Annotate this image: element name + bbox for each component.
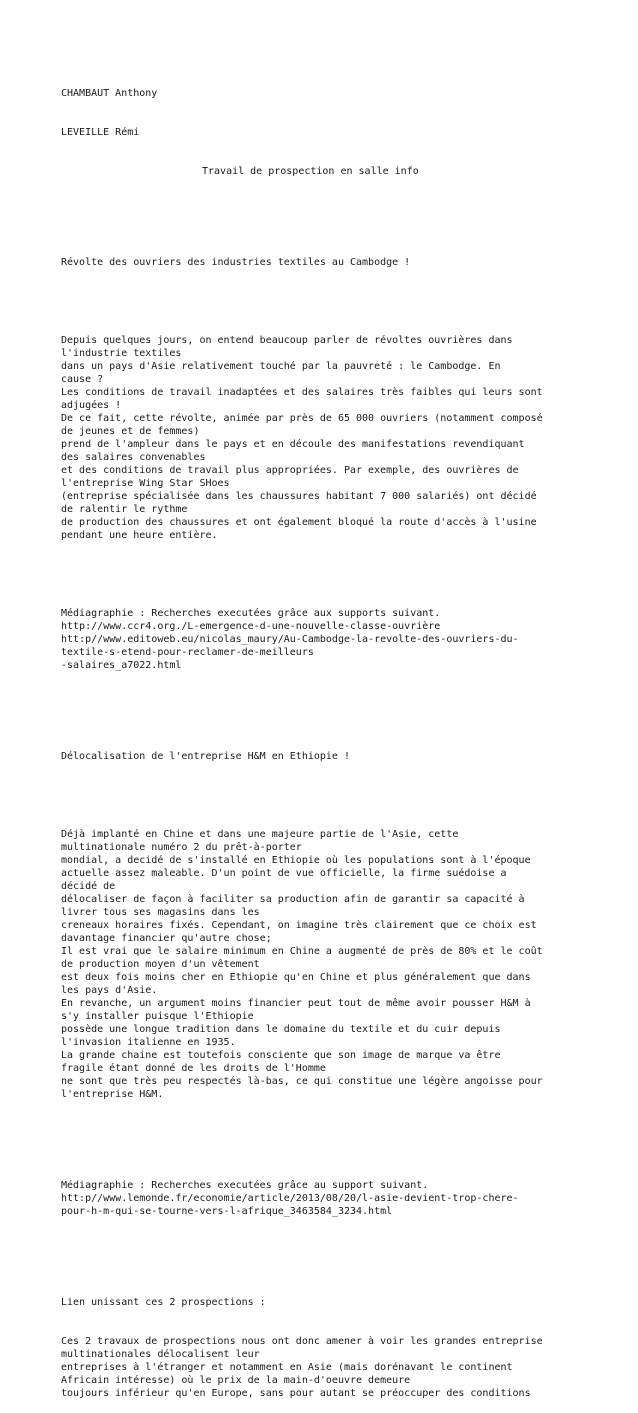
text-line: En revanche, un argument moins financier peut tout de même avoir pousser H&M à — [61, 998, 531, 1009]
text-line: entreprises à l'étranger et notamment en Asie (mais dorénavant le continent — [61, 1362, 513, 1373]
text-line: cause ? — [61, 374, 104, 385]
text-line: multinationales délocalisent leur — [61, 1349, 260, 1360]
text-line: Ces 2 travaux de prospections nous ont donc amener à voir les grandes entreprise — [61, 1336, 543, 1347]
text-line: Africain intéresse) où le prix de la main-d'oeuvre demeure — [61, 1375, 411, 1386]
text-line: décidé de — [61, 881, 116, 892]
text-line: htt:p//www.editoweb.eu/nicolas_maury/Au-Cambodge-la-revolte-des-ouvriers-du- — [61, 634, 519, 645]
text-line: (entreprise spécialisée dans les chaussures habitant 7 000 salariés) ont décidé — [61, 491, 537, 502]
section2-heading: Délocalisation de l'entreprise H&M en Ethiopie ! — [61, 751, 350, 762]
text-line: creneaux horaires fixés. Cependant, on imagine très clairement que ce choix est — [61, 920, 537, 931]
text-line: l'invasion italienne en 1935. — [61, 1037, 236, 1048]
text-line: actuelle assez maleable. D'un point de vue officielle, la firme suédoise a — [61, 868, 507, 879]
author-1: CHAMBAUT Anthony — [61, 88, 158, 99]
text-line: dans un pays d'Asie relativement touché par la pauvreté : le Cambodge. En — [61, 361, 501, 372]
text-line: de production moyen d'un vêtement — [61, 959, 260, 970]
text-line: s'y installer puisque l'Ethiopie — [61, 1011, 254, 1022]
author-2: LEVEILLE Rémi — [61, 127, 140, 138]
section1-heading: Révolte des ouvriers des industries textiles au Cambodge ! — [61, 257, 411, 268]
text-line: Il est vrai que le salaire minimum en Chine a augmenté de près de 80% et le coût — [61, 946, 543, 957]
text-line: l'industrie textiles — [61, 348, 182, 359]
text-line: toujours inférieur qu'en Europe, sans pour autant se préoccuper des conditions — [61, 1388, 531, 1399]
section2-body — [61, 828, 581, 1101]
text-line: De ce fait, cette révolte, animée par près de 65 000 ouvriers (notamment composé — [61, 413, 543, 424]
text-line: La grande chaine est toutefois consciente que son image de marque va être — [61, 1050, 501, 1061]
text-line: pour-h-m-qui-se-tourne-vers-l-afrique_3463584_3234.html — [61, 1206, 393, 1217]
text-line: multinationale numéro 2 du prêt-à-porter — [61, 842, 302, 853]
text-line: fragile étant donné de les droits de l'Homme — [61, 1063, 326, 1074]
text-line: de production des chaussures et ont également bloqué la route d'accès à l'usine — [61, 517, 537, 528]
text-line: l'entreprise H&M. — [61, 1089, 164, 1100]
text-line: de jeunes et de femmes) — [61, 426, 200, 437]
text-line: livrer tous ses magasins dans les — [61, 907, 260, 918]
text-line: délocaliser de façon à faciliter sa production afin de garantir sa capacité à — [61, 894, 525, 905]
text-line: prend de l'ampleur dans le pays et en découle des manifestations revendiquant — [61, 439, 525, 450]
section1-body — [61, 334, 581, 542]
text-line: des salaires convenables — [61, 452, 206, 463]
text-line: est deux fois moins cher en Ethiopie qu'en Chine et plus généralement que dans — [61, 972, 531, 983]
text-line: de ralentir le rythme — [61, 504, 188, 515]
text-line: ne sont que très peu respectés là-bas, ce qui constitue une légère angoisse pour — [61, 1076, 543, 1087]
spacer — [61, 698, 581, 711]
text-line: davantage financier qu'autre chose; — [61, 933, 272, 944]
text-line: Les conditions de travail inadaptées et des salaires très faibles qui leurs sont — [61, 387, 543, 398]
text-line: Médiagraphie : Recherches executées grâce aux supports suivant. — [61, 608, 441, 619]
text-line: Médiagraphie : Recherches executées grâce au support suivant. — [61, 1180, 429, 1191]
document-title: Travail de prospection en salle info — [202, 166, 419, 177]
spacer — [61, 1244, 581, 1257]
text-line: mondial, a decidé de s'installé en Ethiopie où les populations sont à l'époque — [61, 855, 531, 866]
text-line: et des conditions de travail plus appropriées. Par exemple, des ouvrières de — [61, 465, 519, 476]
spacer — [61, 1127, 581, 1153]
text-line: possède une longue tradition dans le domaine du textile et du cuir depuis — [61, 1024, 501, 1035]
text-line: http://www.ccr4.org./L-emergence-d-une-nouvelle-classe-ouvrière — [61, 621, 441, 632]
text-line: Depuis quelques jours, on entend beaucoup parler de révoltes ouvrières dans — [61, 335, 513, 346]
text-line: Déjà implanté en Chine et dans une majeure partie de l'Asie, cette — [61, 829, 459, 840]
spacer — [61, 568, 581, 581]
spacer — [61, 295, 581, 308]
document-page — [61, 61, 581, 1413]
section1-mediagraphy — [61, 607, 581, 672]
spacer — [61, 204, 581, 217]
text-line: adjugées ! — [61, 400, 122, 411]
text-line: textile-s-etend-pour-reclamer-de-meilleurs — [61, 647, 314, 658]
text-line: les pays d'Asie. — [61, 985, 158, 996]
text-line: pendant une heure entière. — [61, 530, 218, 541]
spacer — [61, 789, 581, 802]
text-line: htt:p//www.lemonde.fr/economie/article/2013/08/20/l-asie-devient-trop-chere- — [61, 1193, 519, 1204]
text-line: -salaires_a7022.html — [61, 660, 182, 671]
section2-mediagraphy — [61, 1179, 581, 1218]
text-line: l'entreprise Wing Star SHoes — [61, 478, 230, 489]
section3-heading: Lien unissant ces 2 prospections : — [61, 1297, 266, 1308]
section3-body — [61, 1335, 581, 1400]
